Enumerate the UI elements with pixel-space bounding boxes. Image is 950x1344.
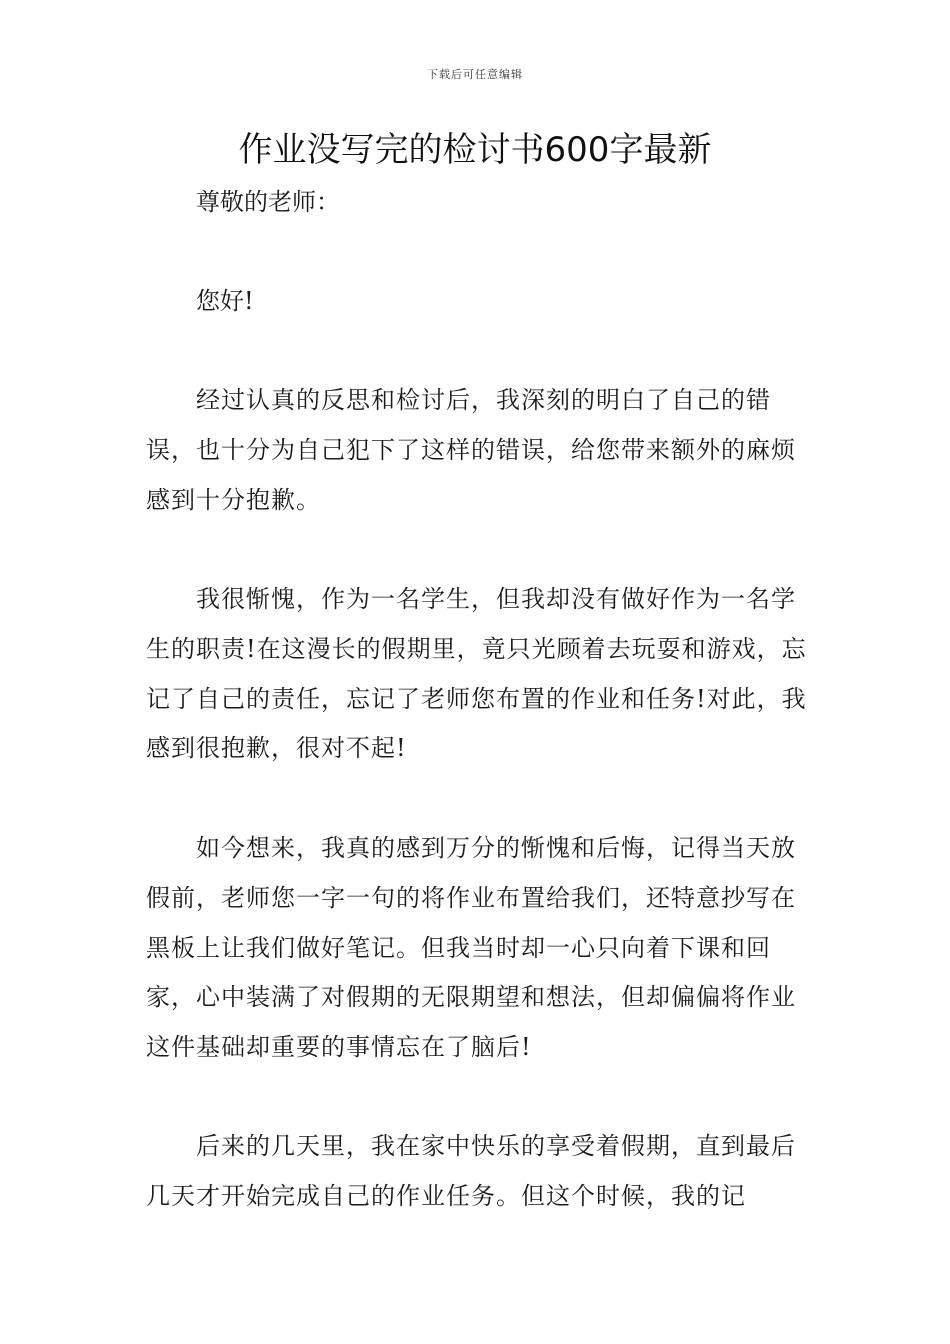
paragraph-text: 后来的几天里，我在家中快乐的享受着假期，直到最后几天才开始完成自己的作业任务。但这个时候，我的记: [146, 1132, 796, 1210]
paragraph: [146, 824, 818, 1073]
salutation: 尊敬的老师：: [196, 188, 340, 216]
paragraph: [146, 575, 818, 774]
paragraph-text: 经过认真的反思和检讨后，我深刻的明白了自己的错误，也十分为自己犯下了这样的错误，给您带来额外的麻烦感到十分抱歉。: [146, 386, 796, 514]
document-title: 作业没写完的检讨书600字最新: [238, 130, 712, 170]
paragraph-text: 如今想来，我真的感到万分的惭愧和后悔，记得当天放假前，老师您一字一句的将作业布置给我们，还特意抄写在黑板上让我们做好笔记。但我当时却一心只向着下课和回家，心中装满了对假期的无限期望和想法，但却偏偏将作业这件基础却重要的事情忘在了脑后!: [146, 834, 796, 1062]
paragraph: [146, 1122, 818, 1222]
header-note: 下载后可任意编辑: [427, 68, 523, 81]
greeting: 您好!: [196, 287, 254, 315]
paragraph: [146, 376, 818, 525]
paragraph-text: 我很惭愧，作为一名学生，但我却没有做好作为一名学生的职责!在这漫长的假期里，竟只光顾着去玩耍和游戏，忘记了自己的责任，忘记了老师您布置的作业和任务!对此，我感到很抱歉，很对不起!: [146, 585, 807, 763]
